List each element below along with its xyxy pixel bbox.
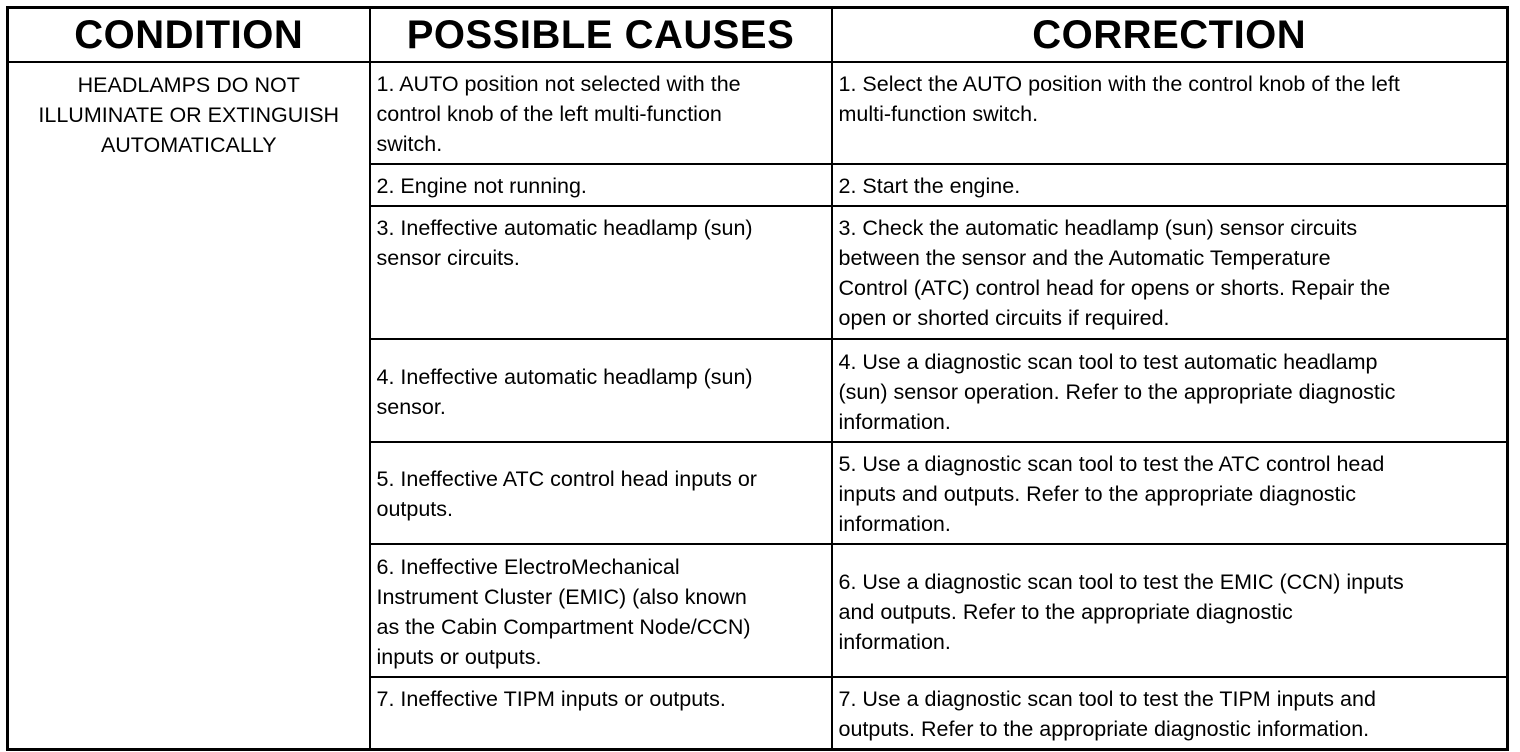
cause-cell: [370, 339, 832, 442]
cause-line: as the Cabin Compartment Node/CCN): [376, 614, 751, 639]
cause-line: 5. Ineffective ATC control head inputs or: [376, 467, 757, 491]
diagnostic-table: [6, 6, 1509, 751]
cause-line: sensor.: [376, 394, 446, 419]
cause-cell: [370, 164, 832, 206]
correction-line: inputs and outputs. Refer to the appropriate diagnostic: [838, 482, 1357, 506]
condition-cell: [8, 62, 370, 750]
correction-line: 7. Use a diagnostic scan tool to test the TIPM inputs and: [838, 687, 1376, 711]
cause-line: 4. Ineffective automatic headlamp (sun): [376, 364, 753, 389]
correction-line: open or shorted circuits if required.: [838, 306, 1170, 330]
cause-line: 2. Engine not running.: [376, 174, 587, 198]
cause-line: sensor circuits.: [376, 246, 520, 270]
correction-line: 5. Use a diagnostic scan tool to test the ATC control head: [838, 452, 1385, 476]
correction-cell: [832, 62, 1508, 164]
cause-line: 7. Ineffective TIPM inputs or outputs.: [376, 687, 726, 711]
condition-line: AUTOMATICALLY: [100, 133, 277, 157]
correction-cell: [832, 544, 1508, 677]
cause-line: Instrument Cluster (EMIC) (also known: [376, 584, 747, 609]
cause-line: 3. Ineffective automatic headlamp (sun): [376, 216, 753, 240]
correction-cell: [832, 442, 1508, 544]
correction-line: 4. Use a diagnostic scan tool to test automatic headlamp: [838, 349, 1378, 374]
correction-line: information.: [838, 409, 951, 434]
cause-line: switch.: [376, 132, 443, 156]
header-correction: CORRECTION: [832, 8, 1508, 63]
correction-line: outputs. Refer to the appropriate diagnostic information.: [838, 717, 1370, 741]
header-condition: CONDITION: [8, 8, 370, 63]
correction-line: and outputs. Refer to the appropriate diagnostic: [838, 599, 1293, 624]
correction-line: 2. Start the engine.: [838, 174, 1021, 198]
condition-line: ILLUMINATE OR EXTINGUISH: [38, 103, 340, 127]
cause-cell: [370, 442, 832, 544]
cause-line: outputs.: [376, 497, 453, 521]
correction-cell: [832, 206, 1508, 339]
correction-line: 1. Select the AUTO position with the control knob of the left: [838, 72, 1400, 96]
correction-line: between the sensor and the Automatic Temperature: [838, 246, 1331, 270]
cause-cell: [370, 206, 832, 339]
header-row: [8, 8, 1508, 63]
table-row: [8, 62, 1508, 164]
cause-line: 6. Ineffective ElectroMechanical: [376, 554, 680, 579]
correction-line: 3. Check the automatic headlamp (sun) sensor circuits: [838, 216, 1358, 240]
cause-line: 1. AUTO position not selected with the: [376, 72, 741, 96]
diagnostic-table-container: [6, 6, 1509, 751]
correction-line: multi-function switch.: [838, 102, 1039, 126]
cause-cell: [370, 62, 832, 164]
correction-line: (sun) sensor operation. Refer to the appropriate diagnostic: [838, 379, 1396, 404]
cause-line: control knob of the left multi-function: [376, 102, 722, 126]
header-possible-causes: POSSIBLE CAUSES: [370, 8, 832, 63]
cause-cell: [370, 544, 832, 677]
correction-line: Control (ATC) control head for opens or shorts. Repair the: [838, 276, 1391, 300]
cause-cell: [370, 677, 832, 750]
correction-cell: [832, 164, 1508, 206]
correction-line: 6. Use a diagnostic scan tool to test the EMIC (CCN) inputs: [838, 569, 1404, 594]
condition-line: HEADLAMPS DO NOT: [77, 73, 300, 97]
correction-line: information.: [838, 629, 951, 654]
correction-cell: [832, 677, 1508, 750]
correction-line: information.: [838, 512, 951, 536]
cause-line: inputs or outputs.: [376, 644, 542, 669]
correction-cell: [832, 339, 1508, 442]
